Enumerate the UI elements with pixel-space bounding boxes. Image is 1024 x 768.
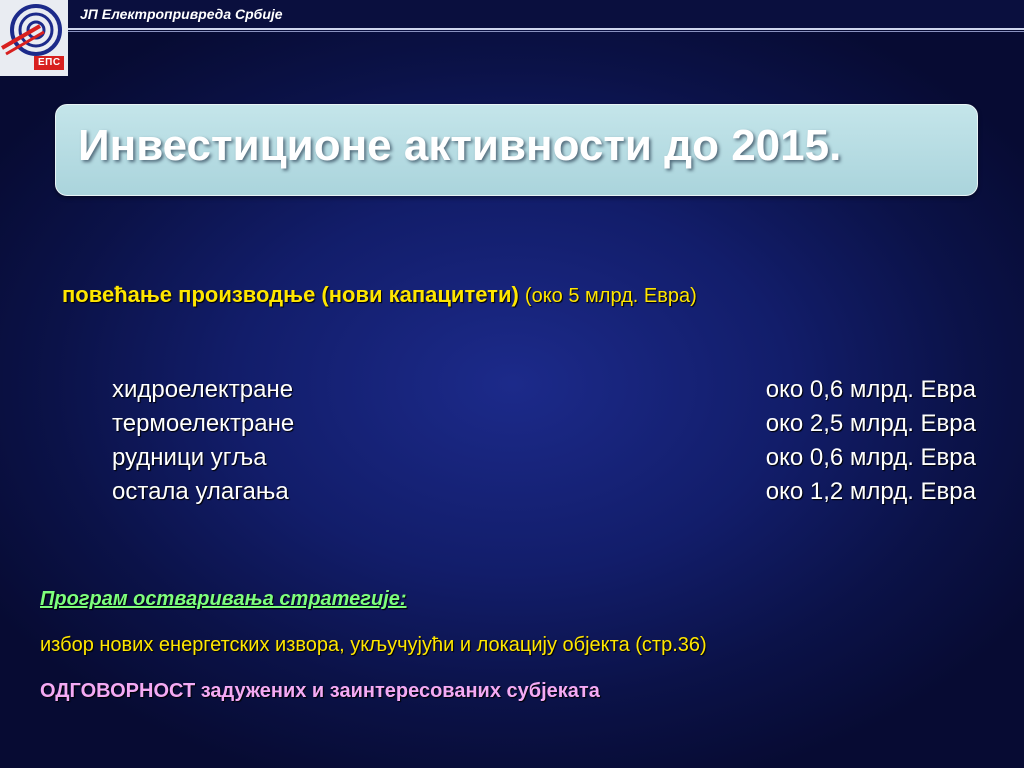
- item-value: око 0,6 млрд. Евра: [765, 444, 976, 471]
- list-item: [112, 376, 976, 410]
- item-value: око 1,2 млрд. Евра: [765, 478, 976, 505]
- item-label: рудници угља: [112, 444, 267, 471]
- item-label: термоелектране: [112, 410, 295, 437]
- program-heading: Програм остваривања стратегије:: [40, 588, 407, 610]
- organization-name: ЈП Електропривреда Србије: [80, 6, 283, 22]
- list-item: [112, 410, 976, 444]
- item-label: остала улагања: [112, 478, 289, 505]
- program-line: избор нових енергетских извора, укључујући и локацију објекта (стр.36): [40, 634, 707, 656]
- eps-logo: [0, 0, 68, 76]
- headline: [62, 282, 697, 308]
- slide-title: Инвестиционе активности до 2015.: [78, 121, 842, 170]
- header-divider: [68, 28, 1024, 30]
- investment-list: [112, 376, 976, 512]
- list-item: [112, 478, 976, 512]
- logo-label: ЕПС: [38, 57, 61, 68]
- headline-main: повећање производње (нови капацитети): [62, 282, 519, 307]
- responsibility-line: ОДГОВОРНОСТ задужених и заинтересованих субјеката: [40, 680, 600, 702]
- item-label: хидроелектране: [112, 376, 294, 403]
- title-box: [55, 104, 978, 196]
- headline-amount: (око 5 млрд. Евра): [524, 285, 697, 307]
- header-divider-secondary: [68, 31, 1024, 32]
- item-value: око 2,5 млрд. Евра: [765, 410, 976, 437]
- item-value: око 0,6 млрд. Евра: [765, 376, 976, 403]
- list-item: [112, 444, 976, 478]
